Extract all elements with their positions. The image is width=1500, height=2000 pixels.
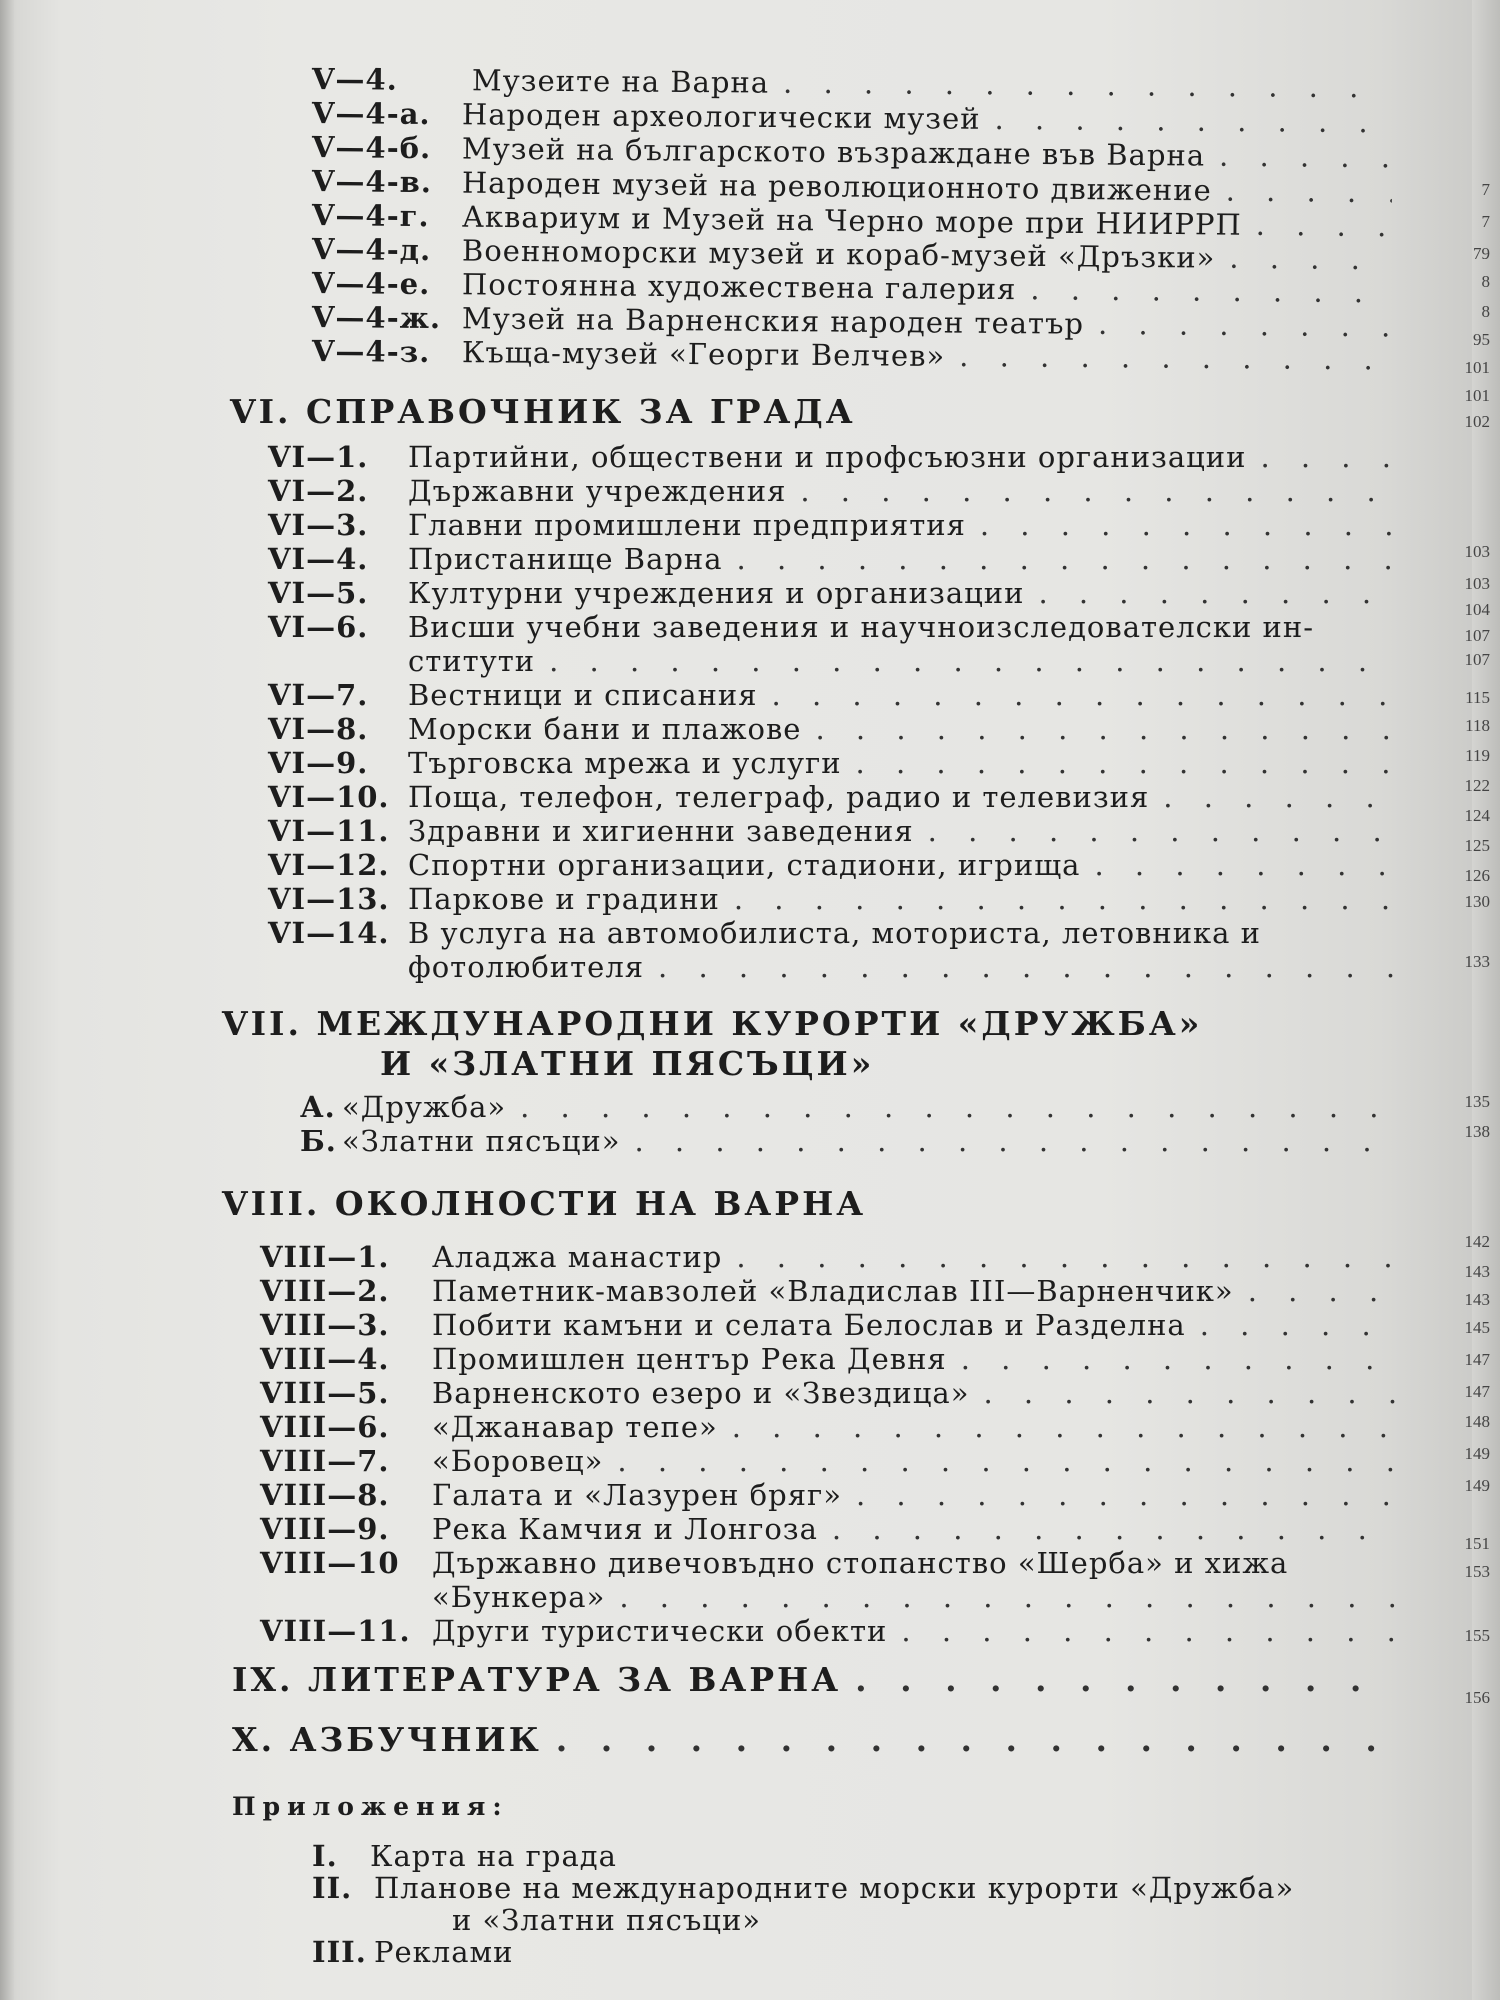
page-number: 138: [1464, 1122, 1490, 1141]
entry-title: Къща-музей «Георги Велчев»: [461, 335, 946, 373]
entry-title: Военноморски музей и кораб-музей «Дръзки»: [461, 233, 1216, 275]
entry-title: Народен музей на революционното движение: [461, 165, 1212, 208]
toc-entry: [260, 1240, 1400, 1274]
entry-number: VI—13.: [268, 882, 390, 916]
leader-dots: [549, 644, 1398, 678]
toc-entry: [268, 610, 1398, 644]
page-number: 103: [1464, 542, 1490, 561]
leader-dots: [1094, 848, 1398, 882]
entry-number: VI—9.: [268, 746, 369, 780]
section-title: IX. ЛИТЕРАТУРА ЗА ВАРНА: [232, 1660, 842, 1699]
entry-title: Партийни, обществени и профсъюзни организации: [408, 440, 1247, 474]
entry-title: Културни учреждения и организации: [408, 576, 1025, 610]
entry-title: Река Камчия и Лонгоза: [432, 1512, 818, 1546]
leader-dots: [855, 1660, 1382, 1700]
section-heading: VIII. ОКОЛНОСТИ НА ВАРНА: [222, 1184, 867, 1223]
appendix-title: Реклами: [374, 1935, 514, 1969]
appendices-heading: Приложения:: [232, 1792, 509, 1821]
page-number: 148: [1464, 1412, 1490, 1431]
toc-entry: [268, 780, 1398, 814]
appendix-item-cont: и «Златни пясъци»: [452, 1903, 762, 1937]
page-number: 115: [1465, 688, 1490, 707]
page-number: 143: [1464, 1290, 1490, 1309]
entry-number: VI—4.: [268, 542, 369, 576]
entry-title: «Дружба»: [342, 1090, 507, 1124]
entry-number: VI—7.: [268, 678, 369, 712]
section-heading: [232, 1720, 1382, 1760]
entry-title: Здравни и хигиенни заведения: [408, 814, 914, 848]
toc-entry: [260, 1546, 1400, 1580]
entry-number: VI—1.: [268, 440, 369, 474]
leader-dots: [1256, 208, 1393, 243]
leader-dots: [1219, 139, 1392, 175]
leader-dots: [1200, 1308, 1400, 1342]
toc-entry: [260, 1614, 1400, 1648]
page-number: 142: [1464, 1232, 1490, 1251]
entry-title-cont: ститути: [408, 644, 536, 678]
leader-dots: [619, 1580, 1400, 1614]
entry-title: Побити камъни и селата Белослав и Разделна: [432, 1308, 1186, 1342]
toc-entry-continuation: [408, 950, 1398, 984]
entry-number: VI—14.: [268, 916, 390, 950]
entry-title-cont: «Бункера»: [432, 1580, 606, 1614]
page-number: 147: [1464, 1382, 1490, 1401]
section-heading: VI. СПРАВОЧНИК ЗА ГРАДА: [230, 392, 856, 431]
entry-title: Народен археологически музей: [461, 97, 981, 136]
leader-dots: [815, 712, 1398, 746]
entry-title: Главни промишлени предприятия: [408, 508, 966, 542]
page-number: 107: [1464, 650, 1490, 669]
leader-dots: [980, 508, 1398, 542]
page-number: 103: [1464, 574, 1490, 593]
entry-title: Пристанище Варна: [408, 542, 723, 576]
entry-number: VI—8.: [268, 712, 369, 746]
toc-entry: [268, 542, 1398, 576]
leader-dots: [1226, 174, 1393, 210]
entry-title: Аквариум и Музей на Черно море при НИИРРП: [461, 199, 1242, 242]
page-number: 107: [1464, 626, 1490, 645]
entry-title: «Джанавар тепе»: [432, 1410, 718, 1444]
appendix-item: [312, 1936, 513, 1968]
leader-dots: [783, 66, 1392, 105]
entry-title: Аладжа манастир: [432, 1240, 723, 1274]
entry-number: VI—2.: [268, 474, 369, 508]
entry-title: Паркове и градини: [408, 882, 720, 916]
appendix-number: II.: [312, 1871, 353, 1905]
toc-entry: [268, 916, 1398, 950]
leader-dots: [1163, 780, 1398, 814]
page-number: 153: [1464, 1562, 1490, 1581]
leader-dots: [832, 1512, 1400, 1546]
entry-number: VI—10.: [268, 780, 390, 814]
entry-number: Б.: [300, 1124, 337, 1158]
page-number: 101: [1464, 358, 1490, 377]
leader-dots: [556, 1720, 1382, 1760]
toc-entry: [260, 1342, 1400, 1376]
entry-number: V—4.: [311, 62, 398, 97]
appendix-number: III.: [312, 1935, 367, 1969]
page-number: 135: [1464, 1092, 1490, 1111]
toc-entry: [300, 1124, 1400, 1158]
page-number: 149: [1464, 1476, 1490, 1495]
toc-entry: [260, 1512, 1400, 1546]
entry-title: Вестници и списания: [408, 678, 758, 712]
entry-number: VI—11.: [268, 814, 390, 848]
leader-dots: [520, 1090, 1400, 1124]
entry-title: Търговска мрежа и услуги: [408, 746, 842, 780]
entry-title: Паметник-мавзолей «Владислав III—Варненчик»: [432, 1274, 1234, 1308]
page-number: 79: [1473, 244, 1490, 263]
entry-number: VI—12.: [268, 848, 390, 882]
leader-dots: [634, 1124, 1400, 1158]
leader-dots: [1229, 241, 1392, 277]
page-number: 126: [1464, 866, 1490, 885]
page-number: 156: [1464, 1688, 1490, 1707]
leader-dots: [928, 814, 1398, 848]
leader-dots: [856, 1478, 1400, 1512]
section-title: X. АЗБУЧНИК: [232, 1720, 542, 1759]
toc-entry: [268, 678, 1398, 712]
page-number: 149: [1464, 1444, 1490, 1463]
leader-dots: [1260, 440, 1398, 474]
entry-title-cont: фотолюбителя: [408, 950, 645, 984]
entry-title: Висши учебни заведения и научноизследователски ин-: [408, 610, 1314, 644]
appendix-item: [312, 1872, 1294, 1904]
entry-number: VIII—2.: [260, 1274, 390, 1308]
entry-title: «Златни пясъци»: [342, 1124, 621, 1158]
toc-entry: [268, 440, 1398, 474]
page-number: 151: [1464, 1534, 1490, 1553]
entry-number: VIII—4.: [260, 1342, 390, 1376]
page-number: 155: [1464, 1626, 1490, 1645]
leader-dots: [994, 102, 1392, 139]
toc-entry: [268, 508, 1398, 542]
entry-number: VIII—1.: [260, 1240, 390, 1274]
entry-title: Галата и «Лазурен бряг»: [432, 1478, 842, 1512]
leader-dots: [658, 950, 1398, 984]
toc-entry: [260, 1274, 1400, 1308]
entry-title: Спортни организации, стадиони, игрища: [408, 848, 1081, 882]
leader-dots: [617, 1444, 1400, 1478]
leader-dots: [901, 1614, 1400, 1648]
entry-number: VI—6.: [268, 610, 369, 644]
entry-number: VI—3.: [268, 508, 369, 542]
leader-dots: [736, 1240, 1400, 1274]
toc-entry-continuation: [432, 1580, 1400, 1614]
section-heading: VII. МЕЖДУНАРОДНИ КУРОРТИ «ДРУЖБА»: [222, 1004, 1203, 1043]
page-number: 118: [1465, 716, 1490, 735]
entry-number: V—4-в.: [311, 164, 433, 200]
entry-title: Държавни учреждения: [408, 474, 787, 508]
entry-title: Музей на българското възраждане във Варна: [461, 131, 1206, 173]
entry-number: VIII—3.: [260, 1308, 390, 1342]
entry-number: V—4-г.: [311, 198, 430, 234]
page-number: 104: [1464, 600, 1490, 619]
page-number: 133: [1464, 952, 1490, 971]
entry-number: А.: [300, 1090, 336, 1124]
page-number: 143: [1464, 1262, 1490, 1281]
entry-title: Музей на Варненския народен театър: [461, 301, 1085, 341]
entry-number: VIII—9.: [260, 1512, 390, 1546]
section-heading: [232, 1660, 1382, 1700]
toc-entry: [260, 1444, 1400, 1478]
entry-title: Музеите на Варна: [471, 63, 770, 100]
leader-dots: [983, 1376, 1400, 1410]
toc-entry: [268, 814, 1398, 848]
entry-title: Държавно дивечовъдно стопанство «Шерба» и хижа: [432, 1546, 1289, 1580]
entry-number: VIII—8.: [260, 1478, 390, 1512]
leader-dots: [1030, 272, 1392, 309]
entry-number: VIII—11.: [260, 1614, 411, 1648]
toc-entry: [268, 882, 1398, 916]
entry-title: «Боровец»: [432, 1444, 604, 1478]
entry-number: V—4-а.: [311, 96, 431, 132]
toc-entry: [268, 474, 1398, 508]
page-number: 124: [1464, 806, 1490, 825]
entry-number: VIII—6.: [260, 1410, 390, 1444]
entry-number: VIII—5.: [260, 1376, 390, 1410]
section-heading-cont: И «ЗЛАТНИ ПЯСЪЦИ»: [380, 1044, 875, 1083]
leader-dots: [1098, 307, 1392, 344]
page-number: 145: [1464, 1318, 1490, 1337]
appendix-item: [312, 1840, 617, 1872]
entry-number: VIII—10: [260, 1546, 400, 1580]
appendix-title: Планове на международните морски курорти «Дружба»: [374, 1871, 1295, 1905]
entry-title: В услуга на автомобилиста, моториста, летовника и: [408, 916, 1261, 950]
page-number: 7: [1481, 212, 1490, 231]
entry-title: Постоянна художествена галерия: [461, 267, 1017, 307]
entry-title: Морски бани и плажове: [408, 712, 802, 746]
page-number: 101: [1464, 386, 1490, 405]
page-number: 95: [1473, 330, 1490, 349]
toc-entry: [260, 1410, 1400, 1444]
entry-number: VIII—7.: [260, 1444, 390, 1478]
page-number: 125: [1464, 836, 1490, 855]
appendix-number: I.: [312, 1839, 338, 1873]
leader-dots: [1038, 576, 1398, 610]
entry-number: VI—5.: [268, 576, 369, 610]
toc-entry: [312, 334, 1392, 376]
toc-entry: [300, 1090, 1400, 1124]
entry-title: Варненското езеро и «Звездица»: [432, 1376, 970, 1410]
entry-title: Поща, телефон, телеграф, радио и телевизия: [408, 780, 1150, 814]
leader-dots: [732, 1410, 1400, 1444]
page-number: 130: [1464, 892, 1490, 911]
leader-dots: [961, 1342, 1400, 1376]
toc-entry: [260, 1376, 1400, 1410]
entry-title: Други туристически обекти: [432, 1614, 888, 1648]
entry-number: V—4-б.: [311, 130, 432, 166]
entry-number: V—4-з.: [311, 334, 431, 369]
leader-dots: [734, 882, 1398, 916]
page-number: 8: [1481, 302, 1490, 321]
leader-dots: [1248, 1274, 1400, 1308]
toc-entry: [260, 1308, 1400, 1342]
entry-title: Промишлен център Река Девня: [432, 1342, 947, 1376]
leader-dots: [772, 678, 1398, 712]
leader-dots: [959, 339, 1392, 376]
page-number: 7: [1481, 180, 1490, 199]
toc-entry: [260, 1478, 1400, 1512]
entry-number: V—4-е.: [311, 266, 431, 302]
leader-dots: [856, 746, 1398, 780]
leader-dots: [737, 542, 1398, 576]
toc-entry: [268, 712, 1398, 746]
toc-entry: [268, 848, 1398, 882]
leader-dots: [800, 474, 1398, 508]
page-number: 147: [1464, 1350, 1490, 1369]
toc-entry-continuation: [408, 644, 1398, 678]
page-number: 122: [1464, 776, 1490, 795]
page-number: 119: [1465, 746, 1490, 765]
page-number: 102: [1464, 412, 1490, 431]
page-number: 8: [1481, 272, 1490, 291]
toc-entry: [268, 746, 1398, 780]
toc-entry: [268, 576, 1398, 610]
appendix-title: Карта на града: [370, 1839, 617, 1873]
entry-number: V—4-ж.: [311, 300, 442, 336]
entry-number: V—4-д.: [311, 232, 432, 268]
